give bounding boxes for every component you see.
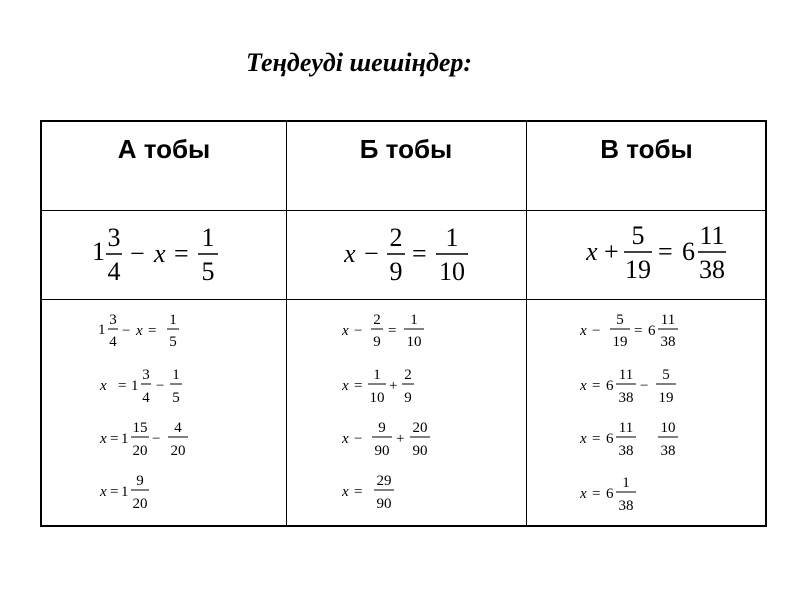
equals: = xyxy=(592,378,601,394)
denominator: 5 xyxy=(201,257,215,286)
operator: + xyxy=(389,378,398,394)
header-group-a: А тобы xyxy=(117,134,211,164)
denominator: 10 xyxy=(439,257,465,286)
numerator: 11 xyxy=(618,420,634,436)
header-group-b: Б тобы xyxy=(359,134,453,164)
numerator: 10 xyxy=(660,420,676,436)
solution-step xyxy=(342,420,430,459)
denominator: 4 xyxy=(107,257,121,286)
row-divider xyxy=(42,210,765,211)
numerator: 4 xyxy=(174,420,182,436)
denominator: 4 xyxy=(109,334,117,350)
whole-part: 1 xyxy=(92,237,105,266)
whole-part: 6 xyxy=(606,486,614,502)
denominator: 90 xyxy=(412,443,428,459)
solution-step xyxy=(342,312,424,350)
numerator: 5 xyxy=(631,221,645,250)
numerator: 15 xyxy=(132,420,148,436)
numerator: 3 xyxy=(109,312,117,328)
equals: = xyxy=(658,237,673,266)
column-divider xyxy=(526,122,527,525)
denominator: 38 xyxy=(618,390,634,406)
solution-step xyxy=(580,367,676,406)
variable: x xyxy=(136,323,143,339)
denominator: 9 xyxy=(404,390,412,406)
numerator: 20 xyxy=(412,420,428,436)
equations-table xyxy=(40,120,767,527)
operator: − xyxy=(156,378,165,394)
solution-step xyxy=(99,420,188,459)
denominator: 90 xyxy=(374,443,390,459)
equals: = xyxy=(354,378,363,394)
solution-steps-b xyxy=(342,310,522,520)
whole-part: 6 xyxy=(648,323,656,339)
numerator: 1 xyxy=(201,223,215,252)
denominator: 5 xyxy=(169,334,177,350)
denominator: 20 xyxy=(170,443,186,459)
solution-step xyxy=(580,475,636,514)
numerator: 29 xyxy=(376,473,392,489)
header-group-c: В тобы xyxy=(600,134,693,164)
numerator: 11 xyxy=(660,312,676,328)
variable: x xyxy=(586,237,598,266)
equals: = xyxy=(354,484,363,500)
numerator: 1 xyxy=(445,223,459,252)
denominator: 5 xyxy=(172,390,180,406)
denominator: 38 xyxy=(618,443,634,459)
variable: x xyxy=(344,239,356,268)
variable: x xyxy=(100,431,107,447)
variable: x xyxy=(580,323,587,339)
solution-step xyxy=(98,312,179,350)
equals: = xyxy=(118,378,127,394)
variable: x xyxy=(100,378,107,394)
equals: = xyxy=(592,431,601,447)
equals: = xyxy=(174,239,189,268)
denominator: 19 xyxy=(625,255,651,284)
denominator: 19 xyxy=(658,390,674,406)
denominator: 10 xyxy=(406,334,422,350)
variable: x xyxy=(342,378,349,394)
whole-part: 1 xyxy=(131,378,139,394)
denominator: 9 xyxy=(373,334,381,350)
operator: − xyxy=(130,239,145,268)
operator: − xyxy=(354,323,363,339)
operator: − xyxy=(364,239,379,268)
solution-step xyxy=(342,367,414,406)
variable: x xyxy=(580,431,587,447)
denominator: 90 xyxy=(376,496,392,512)
numerator: 5 xyxy=(662,367,670,383)
equals: = xyxy=(592,486,601,502)
numerator: 3 xyxy=(107,223,121,252)
numerator: 1 xyxy=(373,367,381,383)
denominator: 4 xyxy=(142,390,150,406)
denominator: 19 xyxy=(612,334,628,350)
whole-part: 6 xyxy=(606,378,614,394)
equals: = xyxy=(388,323,397,339)
numerator: 11 xyxy=(699,221,725,250)
equals: = xyxy=(110,431,119,447)
denominator: 10 xyxy=(369,390,385,406)
denominator: 20 xyxy=(132,496,148,512)
variable: x xyxy=(342,323,349,339)
variable: x xyxy=(342,431,349,447)
equals: = xyxy=(412,239,427,268)
operator: − xyxy=(354,431,363,447)
numerator: 2 xyxy=(404,367,412,383)
numerator: 1 xyxy=(622,475,630,491)
operator: + xyxy=(396,431,405,447)
task-equation-a xyxy=(92,218,232,288)
column-divider xyxy=(286,122,287,525)
denominator: 38 xyxy=(660,443,676,459)
numerator: 1 xyxy=(172,367,180,383)
denominator: 9 xyxy=(389,257,403,286)
numerator: 11 xyxy=(618,367,634,383)
variable: x xyxy=(580,378,587,394)
denominator: 38 xyxy=(660,334,676,350)
numerator: 2 xyxy=(389,223,403,252)
whole-part: 1 xyxy=(98,322,106,338)
numerator: 9 xyxy=(378,420,386,436)
numerator: 9 xyxy=(136,473,144,489)
page-title: Теңдеуді шешіңдер: xyxy=(246,48,473,77)
solution-step xyxy=(580,420,678,459)
numerator: 5 xyxy=(616,312,624,328)
numerator: 1 xyxy=(410,312,418,328)
row-divider xyxy=(42,299,765,300)
operator: − xyxy=(122,323,131,339)
equals: = xyxy=(634,323,643,339)
solution-steps-a xyxy=(98,310,278,520)
equals: = xyxy=(110,484,119,500)
solution-steps-c xyxy=(580,310,765,525)
variable: x xyxy=(100,484,107,500)
task-equation-b xyxy=(344,218,484,288)
whole-part: 6 xyxy=(606,431,614,447)
numerator: 1 xyxy=(169,312,177,328)
denominator: 38 xyxy=(618,498,634,514)
solution-step xyxy=(99,367,182,406)
operator: − xyxy=(152,431,161,447)
variable: x xyxy=(342,484,349,500)
denominator: 20 xyxy=(132,443,148,459)
task-equation-c xyxy=(586,216,756,286)
whole-part: 1 xyxy=(121,484,129,500)
solution-step xyxy=(342,473,394,512)
whole-part: 1 xyxy=(121,431,129,447)
operator: − xyxy=(640,378,649,394)
whole-part: 6 xyxy=(682,237,695,266)
operator: − xyxy=(592,323,601,339)
denominator: 38 xyxy=(699,255,725,284)
numerator: 2 xyxy=(373,312,381,328)
numerator: 3 xyxy=(142,367,150,383)
operator: + xyxy=(604,237,619,266)
equals: = xyxy=(148,323,157,339)
solution-step xyxy=(580,312,678,350)
solution-step xyxy=(99,473,149,512)
variable: x xyxy=(154,239,166,268)
variable: x xyxy=(580,486,587,502)
